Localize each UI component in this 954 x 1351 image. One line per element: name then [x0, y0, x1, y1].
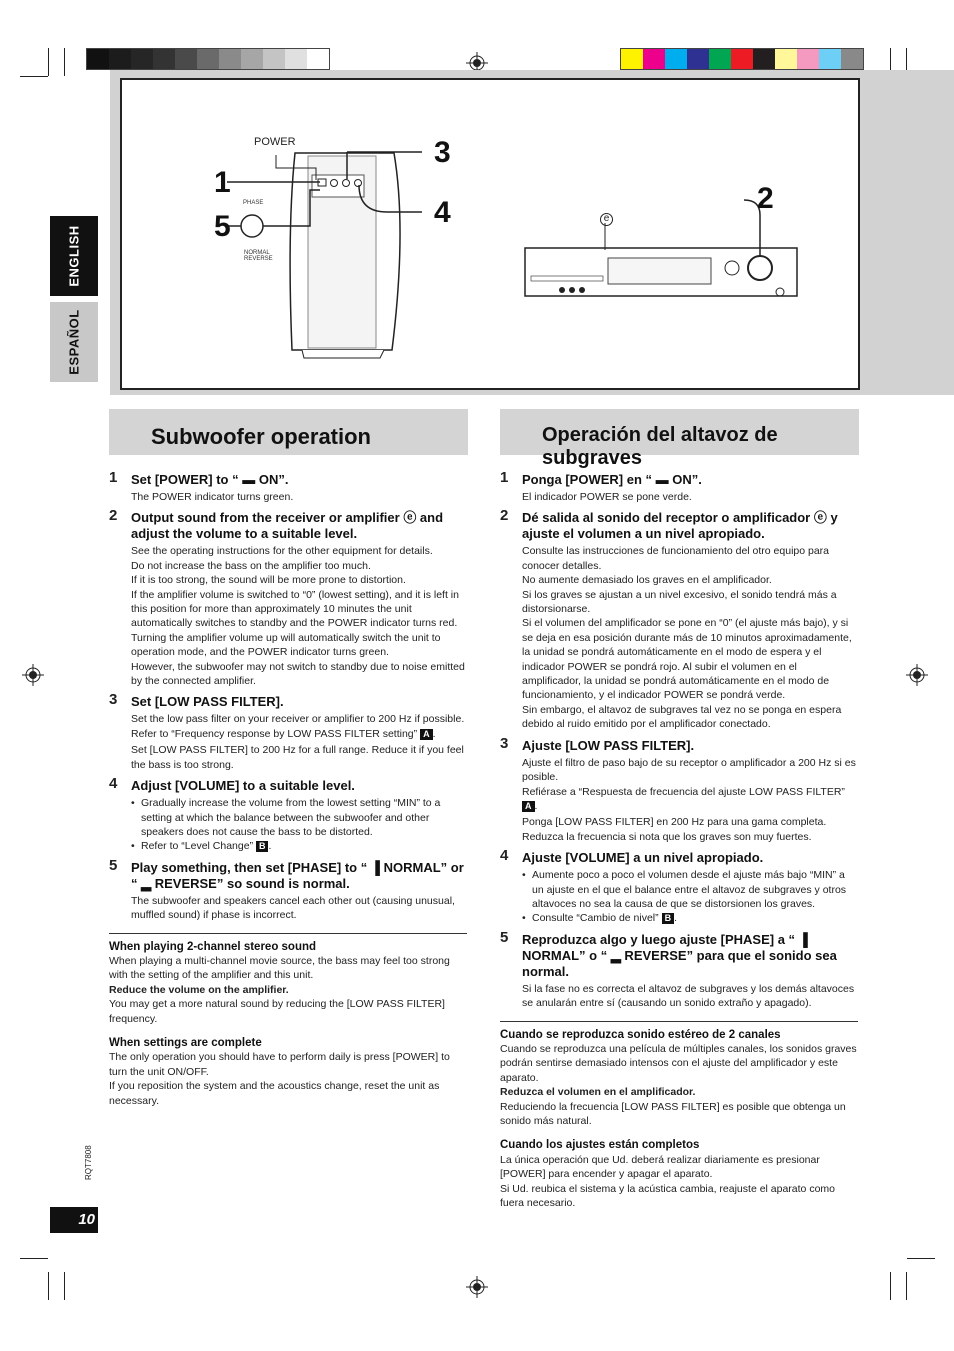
step-title: Adjust [VOLUME] to a suitable level.	[131, 778, 355, 794]
color-swatch	[819, 49, 841, 69]
gray-swatch	[175, 49, 197, 69]
step-number: 2	[109, 507, 118, 525]
figure-panel	[120, 78, 860, 390]
reference-box: B	[662, 913, 675, 924]
step-title: Dé salida al sonido del receptor o amplificador ⓔ y ajuste el volumen a un nivel apropiado.	[522, 510, 838, 542]
step-item	[109, 775, 467, 854]
english-column	[109, 466, 467, 1108]
note-body: The only operation you should have to perform daily is press [POWER] to turn the unit ON/OFF. If you reposition the system and the acoustics change, reset the unit as necessary.	[109, 1051, 450, 1107]
step-body	[522, 544, 858, 731]
color-swatch	[775, 49, 797, 69]
english-heading: Subwoofer operation	[151, 424, 371, 449]
note-body-2: Reduciendo la frecuencia [LOW PASS FILTER] es posible que obtenga un sonido más natural.	[500, 1100, 846, 1127]
step-bullet-text: Refer to “Level Change”	[141, 840, 254, 853]
color-swatch	[841, 49, 863, 69]
step-item	[500, 469, 858, 504]
step-number: 1	[109, 469, 118, 486]
callout-3: 3	[434, 136, 451, 169]
step-body	[522, 982, 858, 1011]
note-section	[109, 1036, 467, 1108]
gray-swatch	[307, 49, 329, 69]
english-heading-bar	[109, 409, 468, 455]
callout-2: 2	[757, 182, 774, 215]
power-label: POWER	[254, 136, 296, 148]
gray-swatch	[131, 49, 153, 69]
step-body: Ajuste el filtro de paso bajo de su receptor o amplificador a 200 Hz si es posible. Refiérase a “Respuesta de frecuencia del ajuste LOW PASS FILTER” A .	[522, 756, 856, 812]
step-body-text: Consulte las instrucciones de funcionamiento del otro equipo para conocer detalles. No aumente demasiado los graves en el amplificador. Si los graves se ajustan a un nivel excesivo, el sonido tendrá más a distorsionarse. Si el volumen del amplificador se pone en “0” (el ajuste más bajo), y si se deja en esa posición durante más de 10 minutos aproximadamente, la unidad se pondrá automáticamente en el modo de espera y el indicador POWER se pondrá rojo. Al subir el volumen en el amplificador, la unidad se pondrá automáticamente en el modo de funcionamiento, y el indicador POWER se pondrá verde. Sin embargo, el altavoz de subgraves tal vez no se ponga en espera debido al ruido emitido por el amplificador conectado.	[522, 545, 852, 731]
note-title: When settings are complete	[109, 1036, 262, 1049]
crop-mark	[20, 1258, 48, 1259]
step-number: 5	[109, 856, 118, 874]
gray-swatch	[263, 49, 285, 69]
step-title: Ponga [POWER] en “ ▬ ON”.	[522, 472, 702, 487]
step-title: Ajuste [VOLUME] a un nivel apropiado.	[522, 850, 764, 866]
phase-label: PHASE	[243, 200, 264, 206]
reference-box: A	[522, 801, 535, 812]
step-title: Output sound from the receiver or amplifier ⓔ and adjust the volume to a suitable level.	[131, 510, 444, 542]
e-marker: e	[600, 213, 613, 226]
step-body	[131, 544, 467, 688]
step-title: Set [POWER] to “ ▬ ON”.	[131, 472, 289, 487]
step-title: Set [LOW PASS FILTER].	[131, 694, 284, 710]
gray-calibration-bars	[86, 48, 330, 70]
registration-mark-icon	[22, 664, 44, 686]
step-number: 5	[500, 928, 509, 946]
note-body-2: You may get a more natural sound by reducing the [LOW PASS FILTER] frequency.	[109, 998, 445, 1025]
color-swatch	[731, 49, 753, 69]
callout-1: 1	[214, 166, 231, 199]
gray-swatch	[153, 49, 175, 69]
step-item	[500, 734, 858, 844]
crop-mark	[20, 76, 48, 77]
step-bullet: • Refer to “Level Change” B .	[131, 839, 467, 853]
step-body-text: Ajuste el filtro de paso bajo de su receptor o amplificador a 200 Hz si es posible. Refiérase a “Respuesta de frecuencia del ajuste LOW PASS FILTER”	[522, 756, 856, 798]
note-title: Cuando los ajustes están completos	[500, 1139, 700, 1152]
note-section	[109, 933, 467, 1026]
reference-box: B	[256, 841, 269, 852]
step-number: 4	[500, 847, 509, 865]
gray-swatch	[219, 49, 241, 69]
gray-swatch	[285, 49, 307, 69]
tab-espanol: ESPAÑOL	[50, 302, 98, 382]
step-body-2: Ponga [LOW PASS FILTER] en 200 Hz para una gama completa. Reduzca la frecuencia si nota que los graves son muy fuertes.	[522, 816, 827, 843]
gray-swatch	[197, 49, 219, 69]
step-item	[109, 469, 467, 504]
step-bullet-text: Consulte “Cambio de nivel”	[532, 912, 659, 925]
tab-english: ENGLISH	[50, 216, 98, 296]
registration-mark-icon	[906, 664, 928, 686]
crop-mark	[64, 1272, 65, 1300]
color-swatch	[643, 49, 665, 69]
step-body	[131, 490, 467, 504]
color-swatch	[753, 49, 775, 69]
note-emphasis: Reduce the volume on the amplifier.	[109, 983, 289, 996]
step-bullet: • Gradually increase the volume from the lowest setting “MIN” to a setting at which the balance between the subwoofer and other speakers does not cause the bass to be distorted.	[131, 796, 467, 839]
step-title: Ajuste [LOW PASS FILTER].	[522, 737, 695, 753]
color-swatch	[665, 49, 687, 69]
step-body	[131, 894, 467, 923]
registration-mark-icon	[466, 1276, 488, 1298]
note-body: La única operación que Ud. deberá realizar diariamente es presionar [POWER] para encender y apagar el aparato. Si Ud. reubica el sistema y la acústica cambia, reajuste el aparato como fuera necesario.	[500, 1153, 835, 1210]
step-number: 3	[109, 691, 118, 709]
step-item	[109, 507, 467, 688]
color-calibration-bars	[620, 48, 864, 70]
page-number: 10	[50, 1207, 98, 1233]
note-emphasis: Reduzca el volumen en el amplificador.	[500, 1086, 696, 1099]
step-body-text: See the operating instructions for the other equipment for details. Do not increase the bass on the amplifier too much. If it is too strong, the sound will be more prone to distortion. If the amplifier volume is switched to “0” (lowest setting), and it is left in this position for more than approximately 10 minutes the unit automatically switches to standby and the POWER indicator turns red. Turning the amplifier volume up will automatically switch the unit to operation mode, and the POWER indicator turns green. However, the subwoofer may not switch to standby due to noise emitted by the connected amplifier.	[131, 545, 465, 688]
step-item	[500, 847, 858, 926]
note-section	[500, 1021, 858, 1129]
step-body-2: Set [LOW PASS FILTER] to 200 Hz for a full range. Reduce it if you feel the bass is too strong.	[131, 744, 464, 771]
crop-mark	[64, 48, 65, 76]
spanish-heading: Operación del altavoz de subgraves	[542, 424, 778, 469]
step-bullet: • Aumente poco a poco el volumen desde el ajuste más bajo “MIN” a un ajuste en el que el balance entre el altavoz de subgraves y otros altavoces no sea la causa de que se distorsionen los graves.	[522, 868, 858, 911]
step-body-text: Set the low pass filter on your receiver or amplifier to 200 Hz if possible. Refer to “Frequency response by LOW PASS FILTER setting”	[131, 713, 465, 740]
spanish-heading-bar	[500, 409, 859, 469]
callout-5: 5	[214, 210, 231, 243]
crop-mark	[48, 1272, 49, 1300]
note-body: Cuando se reproduzca una película de múltiples canales, los sonidos graves podrán sentirse demasiado intensos con el ajuste del amplificador y este aparato.	[500, 1042, 857, 1084]
normal-label: NORMAL	[244, 250, 270, 256]
note-title: Cuando se reproduzca sonido estéreo de 2 canales	[500, 1028, 781, 1041]
step-item	[109, 856, 467, 923]
step-item	[109, 691, 467, 772]
step-number: 3	[500, 734, 509, 752]
reference-box: A	[420, 729, 433, 740]
step-body-text: El indicador POWER se pone verde.	[522, 491, 692, 503]
step-body-text: The POWER indicator turns green.	[131, 491, 294, 503]
step-item	[500, 928, 858, 1011]
step-body-text: Si la fase no es correcta el altavoz de subgraves y los demás altavoces se anularán entre sí (causando un sonido extraño y apagado).	[522, 982, 855, 1010]
gray-swatch	[87, 49, 109, 69]
step-title: Reproduzca algo y luego ajuste [PHASE] a “ ▐ NORMAL” o “ ▂ REVERSE” para que el sonido sea normal.	[522, 931, 837, 979]
step-body-text: The subwoofer and speakers cancel each other out (causing unusual, muffled sound) if phase is incorrect.	[131, 894, 455, 922]
callout-4: 4	[434, 196, 451, 229]
crop-mark	[48, 48, 49, 76]
step-body: Set the low pass filter on your receiver or amplifier to 200 Hz if possible. Refer to “Frequency response by LOW PASS FILTER setting” A .	[131, 713, 465, 740]
document-code: RQT7808	[84, 1145, 93, 1180]
crop-mark	[890, 1272, 891, 1300]
step-bullet: • Consulte “Cambio de nivel” B .	[522, 911, 858, 925]
step-number: 1	[500, 469, 509, 486]
step-item	[500, 507, 858, 731]
color-swatch	[709, 49, 731, 69]
step-number: 2	[500, 507, 509, 525]
reverse-label: REVERSE	[244, 256, 273, 262]
step-number: 4	[109, 775, 118, 793]
gray-swatch	[241, 49, 263, 69]
note-body: When playing a multi-channel movie source, the bass may feel too strong with the setting of the amplifier and this unit.	[109, 954, 450, 982]
subwoofer-illustration	[122, 80, 858, 388]
step-title: Play something, then set [PHASE] to “ ▐ NORMAL” or “ ▂ REVERSE” so sound is normal.	[131, 859, 464, 891]
crop-mark	[907, 1258, 935, 1259]
spanish-column	[500, 466, 858, 1210]
step-body	[522, 490, 858, 504]
color-swatch	[687, 49, 709, 69]
note-section	[500, 1138, 858, 1210]
color-swatch	[797, 49, 819, 69]
color-swatch	[621, 49, 643, 69]
note-title: When playing 2-channel stereo sound	[109, 940, 317, 953]
gray-swatch	[109, 49, 131, 69]
crop-mark	[906, 1272, 907, 1300]
